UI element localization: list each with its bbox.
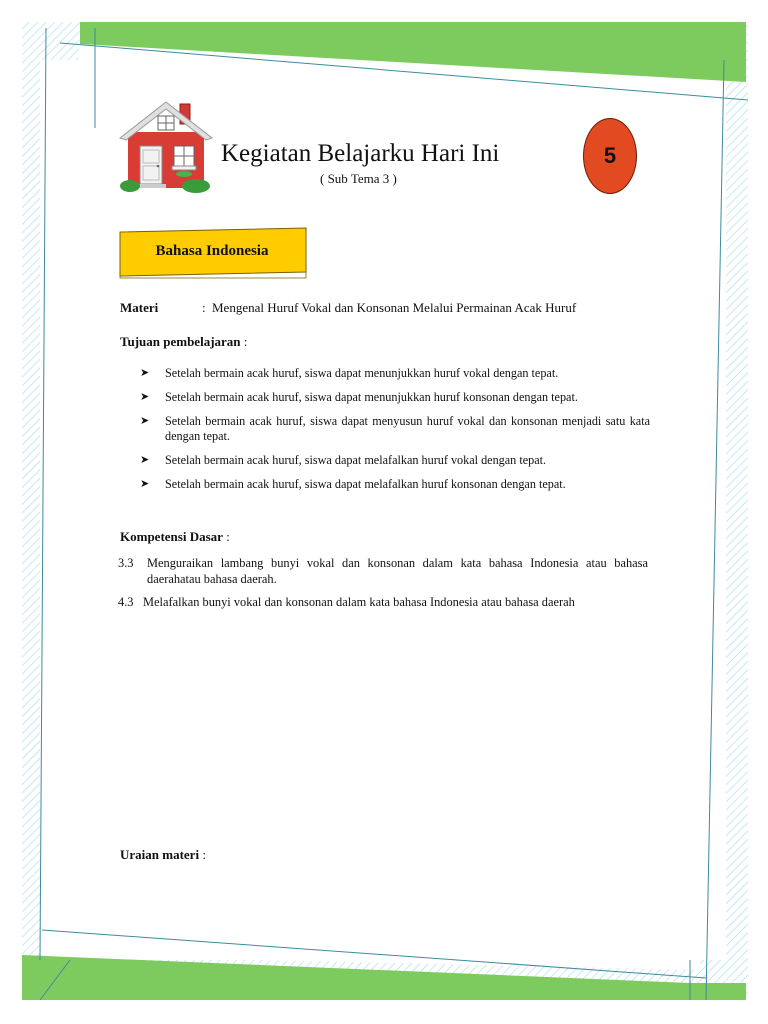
kompetensi-heading — [120, 529, 230, 545]
kd-text: Menguraikan lambang bunyi vokal dan konsonan dalam kata bahasa Indonesia atau bahasa daerahatau bahasa daerah. — [147, 556, 648, 586]
arrow-bullet-icon: ➤ — [140, 478, 150, 490]
materi-label: Materi — [120, 300, 159, 315]
lesson-number-badge: 5 — [583, 118, 637, 194]
materi-value: Mengenal Huruf Vokal dan Konsonan Melalui Permainan Acak Huruf — [212, 300, 577, 315]
uraian-colon: : — [199, 847, 206, 862]
tujuan-heading — [120, 334, 247, 350]
arrow-bullet-icon: ➤ — [140, 391, 150, 403]
list-item-text: Setelah bermain acak huruf, siswa dapat menunjukkan huruf vokal dengan tepat. — [165, 366, 559, 380]
list-item — [140, 414, 650, 444]
kd-number: 4.3 — [118, 595, 134, 609]
uraian-label: Uraian materi — [120, 847, 200, 862]
tujuan-colon: : — [240, 334, 248, 349]
arrow-bullet-icon: ➤ — [140, 454, 150, 466]
materi-separator: : — [202, 300, 206, 315]
list-item — [140, 477, 650, 492]
kompetensi-label: Kompetensi Dasar — [120, 529, 223, 544]
list-item — [140, 390, 650, 405]
list-item-text: Setelah bermain acak huruf, siswa dapat menyusun huruf vokal dan konsonan menjadi satu kata dengan tepat. — [165, 414, 650, 443]
page-title: Kegiatan Belajarku Hari Ini — [221, 140, 500, 167]
page-subtitle: ( Sub Tema 3 ) — [320, 171, 397, 186]
list-item-text: Setelah bermain acak huruf, siswa dapat menunjukkan huruf konsonan dengan tepat. — [165, 390, 578, 404]
kd-number: 3.3 — [118, 556, 134, 570]
kd-text: Melafalkan bunyi vokal dan konsonan dalam kata bahasa Indonesia atau bahasa daerah — [143, 595, 575, 609]
kd-item — [118, 555, 648, 587]
kd-item — [118, 594, 648, 610]
list-item — [140, 453, 650, 468]
subject-label: Bahasa Indonesia — [155, 243, 269, 259]
tujuan-label: Tujuan pembelajaran — [120, 334, 241, 349]
list-item — [140, 366, 650, 381]
arrow-bullet-icon: ➤ — [140, 415, 150, 427]
arrow-bullet-icon: ➤ — [140, 367, 150, 379]
house-icon — [118, 96, 214, 194]
tujuan-list — [140, 366, 650, 501]
list-item-text: Setelah bermain acak huruf, siswa dapat melafalkan huruf vokal dengan tepat. — [165, 453, 547, 467]
uraian-heading — [120, 847, 206, 863]
kompetensi-colon: : — [222, 529, 230, 544]
list-item-text: Setelah bermain acak huruf, siswa dapat melafalkan huruf konsonan dengan tepat. — [165, 477, 566, 491]
